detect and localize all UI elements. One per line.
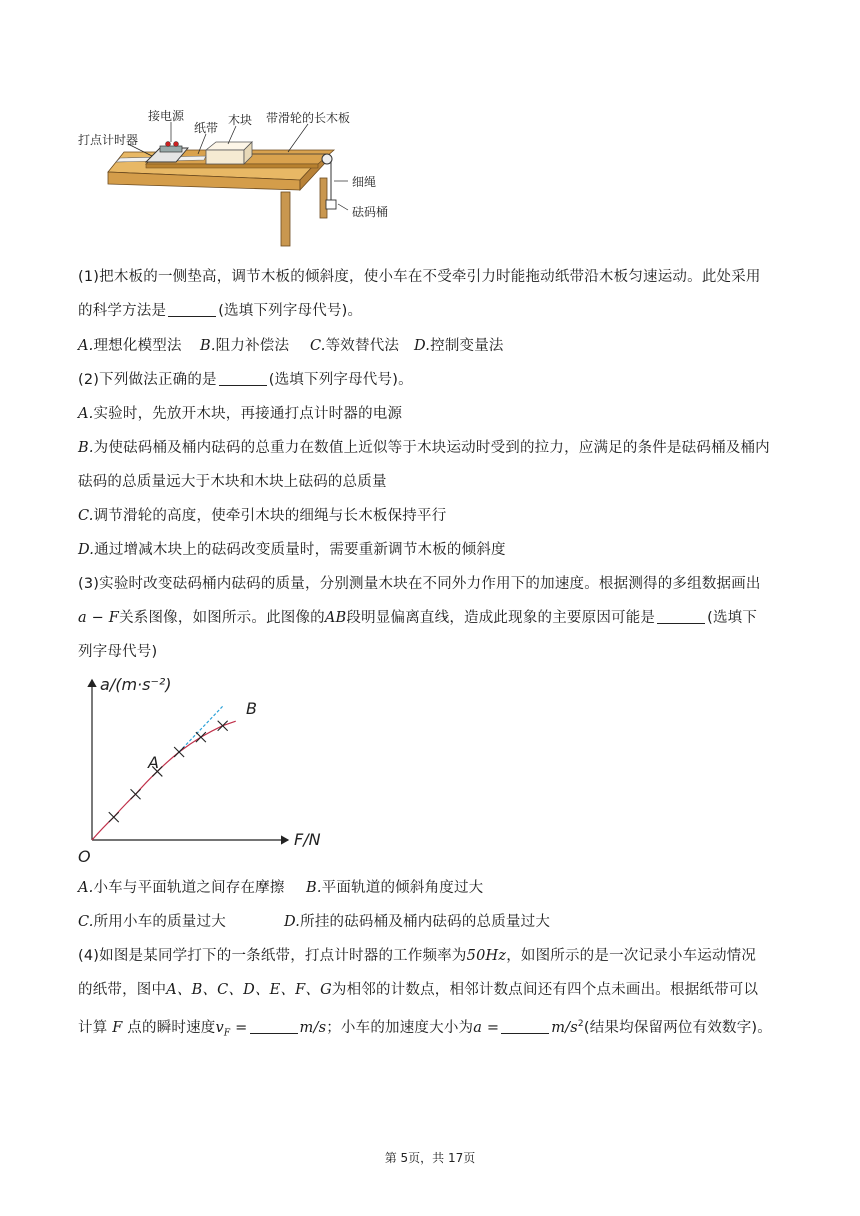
a-f-chart	[76, 672, 336, 868]
label-timer: 打点计时器	[78, 133, 139, 147]
label-power: 接电源	[148, 109, 185, 123]
q1-stem: 的科学方法是	[78, 303, 167, 319]
q1-options	[78, 336, 504, 356]
page-footer: 第 5页，共 17页	[384, 1151, 476, 1165]
q2-option-b[interactable]: B.为使砝码桶及桶内砝码的总重力在数值上近似等于木块运动时受到的拉力，应满足的条件是砝码桶及桶内	[78, 440, 770, 456]
q2-option-a[interactable]: A.实验时，先放开木块，再接通打点计时器的电源	[78, 406, 403, 422]
q3-line1: (3)实验时改变砝码桶内砝码的质量，分别测量木块在不同外力作用下的加速度。根据测得的多组数据画出	[78, 576, 761, 592]
bucket-icon	[326, 200, 336, 209]
label-bucket: 砝码桶	[352, 205, 389, 219]
q4-velocity-blank[interactable]	[250, 1019, 298, 1034]
q2-stem: (2)下列做法正确的是	[78, 372, 217, 388]
point-label-a: A	[148, 753, 159, 772]
data-point-1	[109, 812, 119, 822]
origin-label: O	[78, 847, 91, 866]
q1-option-c[interactable]: C.等效替代法	[310, 338, 400, 354]
table-leg-left	[281, 192, 290, 246]
q4-line2: 的纸带，图中A、B、C、D、E、F、G为相邻的计数点，相邻计数点间还有四个点未画出。根据纸带可以	[78, 982, 759, 998]
label-tape: 纸带	[194, 121, 219, 135]
q2-option-c[interactable]: C.调节滑轮的高度，使牵引木块的细绳与长木板保持平行	[78, 508, 447, 524]
q3-answer-blank[interactable]	[657, 609, 705, 624]
q1-option-a[interactable]: A.理想化模型法	[78, 338, 182, 354]
table-leg-right	[320, 178, 327, 218]
q3-options-row2	[78, 912, 550, 932]
q3-option-d[interactable]: D.所挂的砝码桶及桶内砝码的总质量过大	[284, 914, 551, 930]
q3-line3: 列字母代号)	[78, 644, 158, 660]
q1-hint: (选填下列字母代号)。	[218, 303, 363, 319]
q4-line1: (4)如图是某同学打下的一条纸带，打点计时器的工作频率为50Hz，如图所示的是一次记录小车运动情况	[78, 948, 757, 964]
q2-option-b-cont: 砝码的总质量远大于木块和木块上砝码的总质量	[78, 474, 387, 490]
q2-line1	[78, 370, 413, 390]
q1-option-b[interactable]: B.阻力补偿法	[200, 338, 290, 354]
apparatus-figure	[76, 104, 396, 250]
data-point-4	[174, 747, 184, 757]
q4-acceleration-blank[interactable]	[501, 1019, 549, 1034]
q4-line3: 计算 F 点的瞬时速度$v_F = m/s$；小车的加速度大小为$a = m/s^2$(结果均保留两位有效数字)。	[78, 1019, 772, 1039]
q3-options-row1	[78, 878, 483, 898]
q1-option-d[interactable]: D.控制变量法	[414, 338, 504, 354]
point-label-b: B	[246, 699, 257, 718]
label-board: 带滑轮的长木板	[266, 111, 351, 125]
q1-answer-blank[interactable]	[168, 302, 216, 317]
q3-option-c[interactable]: C.所用小车的质量过大	[78, 914, 226, 930]
q3-af: a − F	[78, 610, 120, 626]
label-rope: 细绳	[352, 175, 377, 189]
q3-option-a[interactable]: A.小车与平面轨道之间存在摩擦	[78, 880, 285, 896]
q3-option-b[interactable]: B.平面轨道的倾斜角度过大	[306, 880, 484, 896]
label-block: 木块	[228, 113, 253, 127]
q2-option-d[interactable]: D.通过增减木块上的砝码改变质量时，需要重新调节木板的倾斜度	[78, 542, 506, 558]
data-point-5	[196, 732, 206, 742]
x-axis-label: F/N	[294, 830, 321, 849]
data-point-2	[131, 789, 141, 799]
fit-curve	[92, 721, 236, 840]
q2-hint: (选填下列字母代号)。	[268, 372, 413, 388]
q3-line2: a − F关系图像，如图所示。此图像的AB段明显偏离直线，造成此现象的主要原因可能是 (选填下	[78, 610, 758, 626]
q2-answer-blank[interactable]	[219, 371, 267, 386]
data-point-6	[218, 721, 228, 731]
y-axis-label: a/(m·s⁻²)	[100, 675, 172, 694]
q1-line1: (1)把木板的一侧垫高，调节木板的倾斜度，使小车在不受牵引力时能拖动纸带沿木板匀速运动。此处采用	[78, 269, 761, 285]
q1-line2	[78, 301, 362, 321]
